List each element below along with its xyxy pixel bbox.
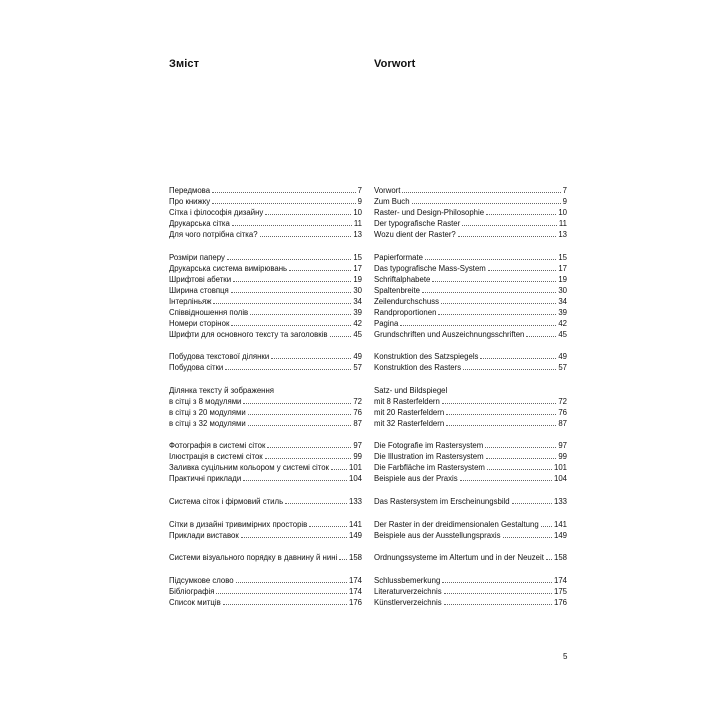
toc-entry: [169, 318, 362, 329]
toc-entry: [374, 285, 567, 296]
toc-entry-label: Spaltenbreite: [374, 285, 420, 295]
toc-entry-page: 9: [562, 197, 567, 206]
toc-entry-label: Zeilendurchschuss: [374, 296, 440, 306]
dotted-leader: [250, 313, 351, 315]
toc-entry-label: Der Raster in der dreidimensionalen Gestaltung: [374, 519, 539, 529]
toc-group: [374, 496, 567, 507]
toc-entry: [169, 396, 362, 407]
toc-entry-label: Die Farbfläche im Rastersystem: [374, 463, 485, 473]
toc-entry-page: 141: [553, 519, 567, 529]
toc-entry: [169, 462, 362, 473]
toc-entry-label: в сітці з 20 модулями: [169, 407, 246, 417]
dotted-leader: [248, 413, 352, 415]
toc-entry-page: 175: [553, 586, 567, 596]
toc-column-ukrainian: [169, 185, 362, 619]
toc-entry-page: 13: [558, 230, 567, 239]
toc-entry: [169, 519, 362, 530]
toc-entry-label: Papierformate: [374, 252, 423, 262]
toc-entry-label: Literaturverzeichnis: [374, 586, 442, 596]
toc-entry: [374, 185, 567, 196]
toc-entry-label: Schlussbemerkung: [374, 575, 441, 585]
toc-entry-label: Друкарська система вимірювань: [169, 263, 288, 273]
toc-entry-page: 30: [558, 285, 567, 295]
dotted-leader: [225, 368, 351, 370]
toc-entry-label: Розміри паперу: [169, 252, 225, 262]
dotted-leader: [232, 224, 352, 226]
toc-entry: [374, 318, 567, 329]
toc-entry: [169, 496, 362, 507]
dotted-leader: [236, 581, 347, 583]
dotted-leader: [241, 536, 347, 538]
toc-entry-label: Сітка і філософія дизайну: [169, 208, 264, 217]
toc-entry-page: 34: [353, 296, 362, 306]
toc-entry-page: 87: [353, 418, 362, 428]
toc-group: [374, 351, 567, 373]
toc-entry-page: 42: [353, 318, 362, 328]
toc-entry-page: 99: [558, 452, 567, 462]
toc-entry-label: Vorwort: [374, 186, 401, 195]
toc-entry-page: 104: [553, 474, 567, 484]
toc-entry-page: 45: [558, 329, 567, 339]
toc-entry: [169, 575, 362, 586]
toc-entry-label: Друкарська сітка: [169, 219, 230, 228]
toc-entry-page: 174: [348, 575, 362, 585]
dotted-leader: [460, 479, 552, 481]
toc-entry-page: 76: [558, 407, 567, 417]
toc-group: [169, 496, 362, 507]
dotted-leader: [480, 357, 556, 359]
dotted-leader: [289, 269, 351, 271]
toc-entry-page: 158: [348, 553, 362, 563]
toc-entry-page: 149: [553, 530, 567, 540]
toc-entry-page: 57: [558, 363, 567, 373]
toc-entry: [374, 440, 567, 451]
toc-entry-page: 72: [558, 396, 567, 406]
dotted-leader: [442, 581, 552, 583]
toc-entry-label: Практичні приклади: [169, 474, 242, 484]
toc-entry-label: Побудова текстової ділянки: [169, 352, 270, 362]
toc-entry: [374, 473, 567, 484]
toc-entry-label: Schriftalphabete: [374, 274, 431, 284]
toc-entry-label: mit 32 Rasterfeldern: [374, 418, 445, 428]
toc-group: [169, 185, 362, 240]
toc-entry-page: 49: [353, 352, 362, 362]
toc-entry-page: 17: [353, 263, 362, 273]
dotted-leader: [330, 335, 352, 337]
toc-entry-page: 30: [353, 285, 362, 295]
toc-entry: [374, 462, 567, 473]
dotted-leader: [422, 291, 556, 293]
toc-entry-label: Ілюстрація в системі сіток: [169, 452, 263, 462]
toc-entry: [374, 252, 567, 263]
toc-entry-label: Ordnungssysteme im Altertum und in der Neuzeit: [374, 553, 544, 563]
toc-entry-page: 39: [558, 307, 567, 317]
toc-title-german: Vorwort: [374, 58, 416, 70]
toc-entry: [169, 252, 362, 263]
toc-entry-page: 42: [558, 318, 567, 328]
toc-entry-label: Сітки в дизайні тривимірних просторів: [169, 519, 308, 529]
toc-entry-label: Pagina: [374, 318, 399, 328]
toc-entry-page: 76: [353, 407, 362, 417]
toc-group: [374, 252, 567, 340]
toc-entry-page: 176: [348, 597, 362, 607]
dotted-leader: [243, 479, 347, 481]
toc-entry: [374, 396, 567, 407]
toc-entry-label: Das Rastersystem im Erscheinungsbild: [374, 496, 510, 506]
toc-column-german: [374, 185, 567, 619]
toc-entry-page: 101: [553, 463, 567, 473]
toc-entry-label: Der typografische Raster: [374, 219, 461, 228]
toc-entry: [169, 307, 362, 318]
toc-group: [169, 519, 362, 541]
dotted-leader: [285, 502, 347, 504]
toc-entry-label: Підсумкове слово: [169, 575, 234, 585]
toc-entry-label: Шрифтові абетки: [169, 274, 232, 284]
toc-entry-page: 7: [357, 186, 362, 195]
toc-entry-page: 104: [348, 474, 362, 484]
toc-entry-label: Randproportionen: [374, 307, 437, 317]
toc-group: [374, 552, 567, 563]
toc-group: [169, 385, 362, 429]
dotted-leader: [487, 468, 552, 470]
dotted-leader: [331, 468, 347, 470]
toc-entry-page: 34: [558, 296, 567, 306]
dotted-leader: [425, 258, 556, 260]
toc-entry-page: 87: [558, 418, 567, 428]
toc-entry-label: Номери сторінок: [169, 318, 230, 328]
dotted-leader: [446, 424, 556, 426]
toc-entry: [374, 575, 567, 586]
toc-entry: [169, 440, 362, 451]
toc-entry: [374, 496, 567, 507]
dotted-leader: [444, 603, 552, 605]
toc-entry: [169, 285, 362, 296]
dotted-leader: [400, 324, 556, 326]
dotted-leader: [260, 235, 352, 237]
toc-entry: [169, 530, 362, 541]
toc-entry: [374, 307, 567, 318]
toc-entry-label: Beispiele aus der Ausstellungspraxis: [374, 530, 501, 540]
dotted-leader: [223, 603, 347, 605]
toc-entry: [374, 530, 567, 541]
toc-entry: [374, 196, 567, 207]
toc-entry-label: Grundschriften und Auszeichnungsschriften: [374, 329, 525, 339]
toc-entry-page: 133: [348, 496, 362, 506]
toc-entry-page: 45: [353, 329, 362, 339]
toc-entry: [374, 229, 567, 240]
toc-group: [169, 440, 362, 484]
dotted-leader: [212, 191, 356, 193]
dotted-leader: [432, 280, 556, 282]
toc-entry-page: 17: [558, 263, 567, 273]
toc-entry: [169, 207, 362, 218]
toc-entry: [374, 274, 567, 285]
toc-group: [374, 385, 567, 429]
toc-entry: [374, 586, 567, 597]
toc-subheading: Ділянка тексту й зображення: [169, 385, 274, 395]
toc-entry: [169, 274, 362, 285]
toc-entry-label: Системи візуального порядку в давнину й нині: [169, 553, 338, 563]
dotted-leader: [446, 413, 556, 415]
toc-entry-label: Die Fotografie im Rastersystem: [374, 441, 484, 451]
toc-entry-page: 133: [553, 496, 567, 506]
toc-entry-label: Для чого потрібна сітка?: [169, 230, 258, 239]
dotted-leader: [267, 446, 351, 448]
toc-entry: [374, 351, 567, 362]
toc-entry-page: 97: [353, 441, 362, 451]
dotted-leader: [271, 357, 351, 359]
toc-entry-label: Бібліографія: [169, 586, 215, 596]
toc-entry: [374, 552, 567, 563]
dotted-leader: [212, 202, 356, 204]
toc-entry-page: 19: [558, 274, 567, 284]
page-number: 5: [563, 652, 568, 661]
dotted-leader: [485, 446, 556, 448]
toc-entry-page: 15: [558, 252, 567, 262]
toc-entry-page: 101: [348, 463, 362, 473]
toc-entry-page: 141: [348, 519, 362, 529]
toc-entry: [374, 418, 567, 429]
dotted-leader: [441, 302, 556, 304]
toc-group: [169, 351, 362, 373]
toc-entry-label: Співвідношення полів: [169, 307, 249, 317]
toc-entry-page: 97: [558, 441, 567, 451]
dotted-leader: [503, 536, 552, 538]
toc-entry-label: Побудова сітки: [169, 363, 224, 373]
dotted-leader: [541, 525, 552, 527]
toc-entry: [374, 407, 567, 418]
toc-entry-label: в сітці з 32 модулями: [169, 418, 246, 428]
dotted-leader: [488, 269, 557, 271]
toc-entry-label: Фотографія в системі сіток: [169, 441, 266, 451]
toc-entry-label: Заливка суцільним кольором у системі сіток: [169, 463, 329, 473]
toc-entry: [169, 263, 362, 274]
toc-entry-page: 13: [353, 230, 362, 239]
toc-entry: [374, 329, 567, 340]
toc-group: [374, 519, 567, 541]
toc-entry-page: 11: [353, 219, 362, 228]
toc-entry: [374, 263, 567, 274]
dotted-leader: [227, 258, 351, 260]
toc-entry-label: Система сіток і фірмовий стиль: [169, 496, 284, 506]
dotted-leader: [213, 302, 351, 304]
toc-group: [374, 185, 567, 240]
dotted-leader: [243, 402, 351, 404]
toc-entry-page: 9: [357, 197, 362, 206]
dotted-leader: [438, 313, 556, 315]
dotted-leader: [402, 191, 560, 193]
dotted-leader: [546, 558, 552, 560]
dotted-leader: [233, 280, 351, 282]
toc-entry-page: 72: [353, 396, 362, 406]
toc-entry: [374, 597, 567, 608]
toc-entry: [169, 229, 362, 240]
toc-entry: [374, 218, 567, 229]
toc-entry: [169, 552, 362, 563]
dotted-leader: [442, 402, 556, 404]
toc-entry-label: Das typografische Mass-System: [374, 263, 486, 273]
toc-entry-label: Список митців: [169, 597, 221, 607]
toc-entry-page: 176: [553, 597, 567, 607]
toc-entry-page: 158: [553, 553, 567, 563]
dotted-leader: [512, 502, 552, 504]
toc-entry-label: Про книжку: [169, 197, 211, 206]
dotted-leader: [309, 525, 347, 527]
dotted-leader: [486, 213, 556, 215]
toc-entry: [169, 586, 362, 597]
toc-entry: [169, 351, 362, 362]
dotted-leader: [265, 213, 351, 215]
toc-entry-page: 19: [353, 274, 362, 284]
dotted-leader: [339, 558, 347, 560]
toc-group: [374, 575, 567, 608]
toc-entry-label: Zum Buch: [374, 197, 410, 206]
toc-entry: [374, 207, 567, 218]
toc-subheading: Satz- und Bildspiegel: [374, 385, 448, 395]
toc-entry-page: 11: [558, 219, 567, 228]
toc-entry-label: Beispiele aus der Praxis: [374, 474, 458, 484]
toc-entry-label: Ширина стовпця: [169, 285, 229, 295]
toc-title-ukrainian: Зміст: [169, 58, 200, 70]
toc-entry: [169, 407, 362, 418]
toc-group: [169, 575, 362, 608]
dotted-leader: [231, 324, 351, 326]
toc-entry-label: Передмова: [169, 186, 211, 195]
toc-group: [169, 552, 362, 563]
toc-entry-page: 10: [558, 208, 567, 217]
toc-entry: [374, 296, 567, 307]
toc-entry-label: Konstruktion des Rasters: [374, 363, 462, 373]
toc-entry-page: 7: [562, 186, 567, 195]
toc-entry: [169, 362, 362, 373]
toc-entry: [169, 185, 362, 196]
toc-entry: [374, 362, 567, 373]
dotted-leader: [463, 368, 556, 370]
toc-entry-page: 57: [353, 363, 362, 373]
toc-entry-page: 174: [553, 575, 567, 585]
dotted-leader: [216, 592, 347, 594]
toc-entry-page: 174: [348, 586, 362, 596]
toc-entry-label: mit 8 Rasterfeldern: [374, 396, 440, 406]
toc-entry: [169, 473, 362, 484]
toc-entry: [374, 519, 567, 530]
toc-entry-page: 99: [353, 452, 362, 462]
toc-entry-label: Інтерліньяж: [169, 296, 212, 306]
dotted-leader: [265, 457, 352, 459]
toc-entry-label: Raster- und Design-Philosophie: [374, 208, 485, 217]
toc-entry: [169, 196, 362, 207]
toc-entry-label: Die Illustration im Rastersystem: [374, 452, 484, 462]
toc-entry-page: 49: [558, 352, 567, 362]
dotted-leader: [231, 291, 352, 293]
dotted-leader: [458, 235, 557, 237]
toc-entry-page: 39: [353, 307, 362, 317]
toc-entry-page: 149: [348, 530, 362, 540]
toc-entry: [169, 218, 362, 229]
toc-entry-label: в сітці з 8 модулями: [169, 396, 242, 406]
toc-group: [374, 440, 567, 484]
toc-entry: [169, 597, 362, 608]
dotted-leader: [412, 202, 561, 204]
dotted-leader: [526, 335, 556, 337]
toc-entry-label: Приклади виставок: [169, 530, 239, 540]
toc-entry-page: 15: [353, 252, 362, 262]
toc-entry: [169, 296, 362, 307]
toc-entry: [374, 451, 567, 462]
toc-group: [169, 252, 362, 340]
dotted-leader: [486, 457, 557, 459]
toc-entry: [169, 329, 362, 340]
toc-entry-label: mit 20 Rasterfeldern: [374, 407, 445, 417]
toc-entry: [169, 418, 362, 429]
toc-entry: [169, 451, 362, 462]
toc-entry-label: Wozu dient der Raster?: [374, 230, 456, 239]
toc-entry-label: Шрифти для основного тексту та заголовків: [169, 329, 328, 339]
dotted-leader: [462, 224, 557, 226]
dotted-leader: [444, 592, 552, 594]
toc-entry-page: 10: [353, 208, 362, 217]
dotted-leader: [248, 424, 352, 426]
toc-entry-label: Künstlerverzeichnis: [374, 597, 442, 607]
toc-entry-label: Konstruktion des Satzspiegels: [374, 352, 479, 362]
